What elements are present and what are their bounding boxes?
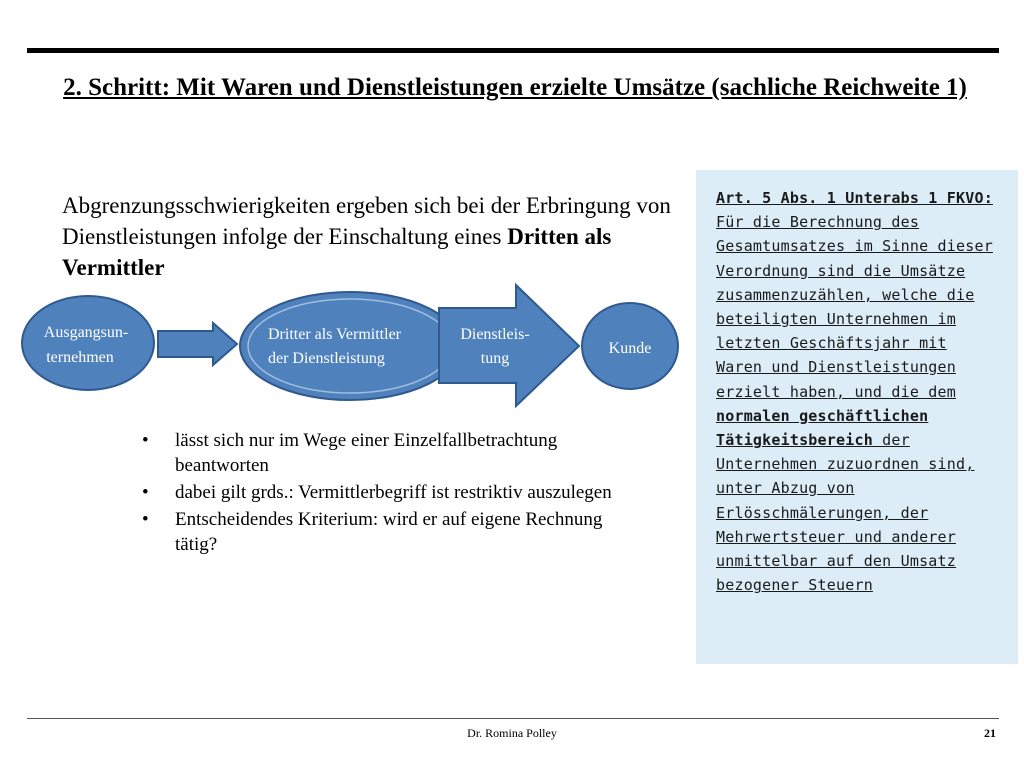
- legal-heading: Art. 5 Abs. 1 Unterabs 1 FKVO:: [716, 189, 993, 207]
- bullet-item: • lässt sich nur im Wege einer Einzelfallbetrachtung beantworten: [142, 428, 612, 478]
- legal-bold-phrase: normalen geschäftlichen Tätigkeitsbereich: [716, 406, 929, 450]
- bottom-rule: [27, 718, 999, 719]
- page-number: 21: [984, 726, 996, 740]
- legal-text: [716, 186, 1000, 597]
- footer-author: Dr. Romina Polley: [467, 726, 557, 740]
- intermediary-node-label-1: Dritter als Vermittler: [268, 326, 401, 343]
- intro-text: Abgrenzungsschwierigkeiten ergeben sich bei der Erbringung von Dienstleistungen infolge der Einschaltung eines: [62, 193, 671, 249]
- service-arrow-label-2: tung: [480, 350, 510, 367]
- slide-title: 2. Schritt: Mit Waren und Dienstleistungen erzielte Umsätze (sachliche Reichweite 1): [63, 74, 967, 101]
- intro-bold: Dritten als Vermittler: [62, 224, 612, 280]
- flow-arrow: [158, 323, 237, 365]
- legal-text-part-2: der Unternehmen zuzuordnen sind, unter Abzug von Erlösschmälerungen, der Mehrwertsteuer und anderer unmittelbar auf den Umsatz bezogener Steuern: [716, 431, 975, 595]
- bullet-list: [142, 428, 612, 559]
- company-node: [22, 296, 154, 390]
- intermediary-node-label-2: der Dienstleistung: [268, 350, 385, 367]
- company-node-label-1: Ausgangsun-: [43, 324, 129, 341]
- legal-text-box: [696, 170, 1018, 664]
- company-node-label-2: ternehmen: [46, 349, 114, 366]
- service-arrow-label-1: Dienstleis-: [460, 326, 530, 343]
- bullet-item: • Entscheidendes Kriterium: wird er auf eigene Rechnung tätig?: [142, 507, 612, 557]
- legal-text-part-1: Für die Berechnung des Gesamtumsatzes im Sinne dieser Verordnung sind die Umsätze zusammenzuzählen, welche die beteiligten Unternehmen im letzten Geschäftsjahr mit Waren und Dienstleistungen erzielt haben, und die dem: [716, 213, 993, 401]
- intermediary-node: [240, 292, 460, 400]
- customer-node-label: Kunde: [608, 340, 652, 357]
- service-arrow: [439, 285, 579, 406]
- bullet-item: • dabei gilt grds.: Vermittlerbegriff ist restriktiv auszulegen: [142, 480, 612, 505]
